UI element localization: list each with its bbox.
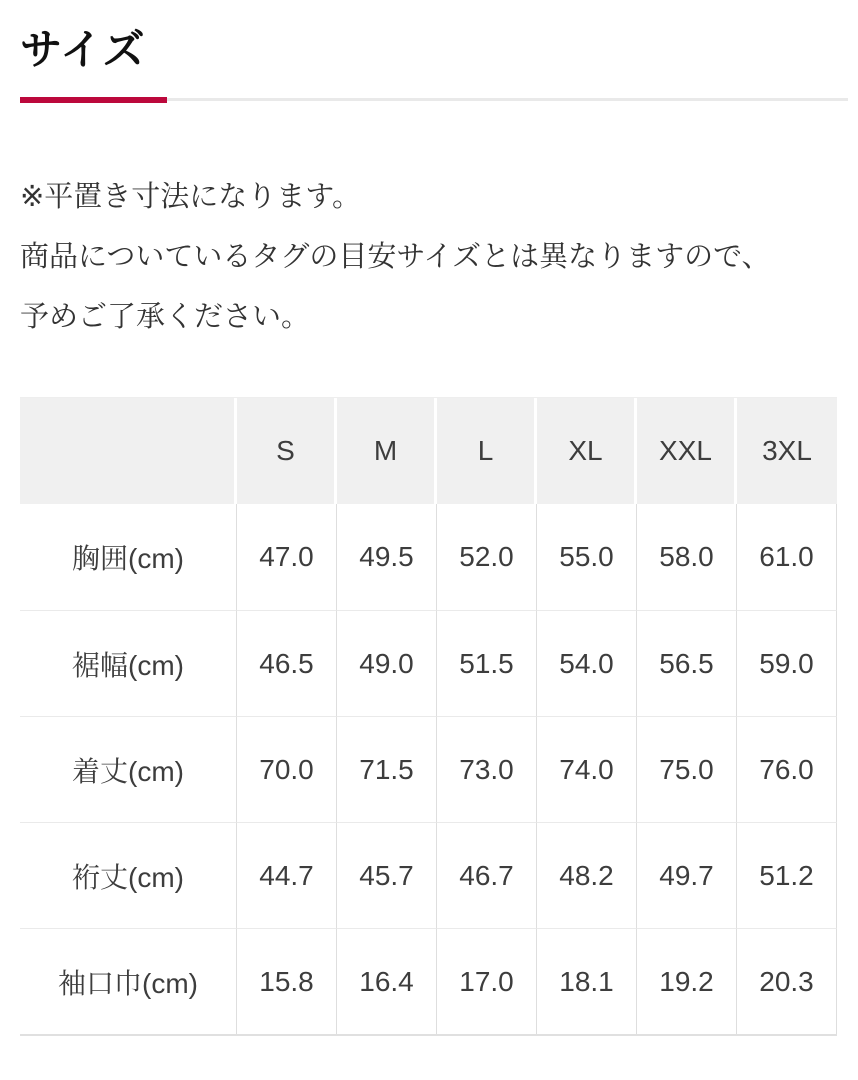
size-value: 44.7: [237, 822, 337, 928]
size-value: 49.0: [337, 610, 437, 716]
size-value: 55.0: [537, 504, 637, 610]
section-title: サイズ: [20, 26, 146, 73]
column-header-3xl: 3XL: [737, 398, 837, 504]
row-label: 裄丈(cm): [20, 822, 237, 928]
size-table-header-row: [20, 398, 837, 504]
size-value: 15.8: [237, 928, 337, 1034]
size-value: 20.3: [737, 928, 837, 1034]
note-line-3: 予めご了承ください。: [20, 301, 311, 333]
size-value: 73.0: [437, 716, 537, 822]
size-value: 75.0: [637, 716, 737, 822]
size-value: 18.1: [537, 928, 637, 1034]
row-label: 裾幅(cm): [20, 610, 237, 716]
size-note: [20, 167, 838, 347]
size-value: 46.5: [237, 610, 337, 716]
size-value: 49.7: [637, 822, 737, 928]
size-value: 61.0: [737, 504, 837, 610]
size-value: 56.5: [637, 610, 737, 716]
column-header-m: M: [337, 398, 437, 504]
table-row-sleeve-length: [20, 822, 837, 928]
size-value: 71.5: [337, 716, 437, 822]
size-value: 46.7: [437, 822, 537, 928]
size-value: 54.0: [537, 610, 637, 716]
size-value: 45.7: [337, 822, 437, 928]
size-value: 17.0: [437, 928, 537, 1034]
corner-cell: [20, 398, 237, 504]
note-line-1: ※平置き寸法になります。: [20, 181, 361, 213]
size-value: 76.0: [737, 716, 837, 822]
table-row-cuff-width: [20, 928, 837, 1034]
row-label: 袖口巾(cm): [20, 928, 237, 1034]
row-label: 胸囲(cm): [20, 504, 237, 610]
size-value: 51.5: [437, 610, 537, 716]
size-value: 74.0: [537, 716, 637, 822]
table-row-body-length: [20, 716, 837, 822]
row-label: 着丈(cm): [20, 716, 237, 822]
size-value: 47.0: [237, 504, 337, 610]
size-table: [20, 397, 837, 1036]
size-value: 52.0: [437, 504, 537, 610]
column-header-s: S: [237, 398, 337, 504]
column-header-xl: XL: [537, 398, 637, 504]
size-value: 16.4: [337, 928, 437, 1034]
size-value: 19.2: [637, 928, 737, 1034]
note-line-2: 商品についているタグの目安サイズとは異なりますので、: [20, 241, 771, 273]
size-value: 48.2: [537, 822, 637, 928]
table-row-hem-width: [20, 610, 837, 716]
size-value: 51.2: [737, 822, 837, 928]
size-value: 49.5: [337, 504, 437, 610]
column-header-xxl: XXL: [637, 398, 737, 504]
size-value: 70.0: [237, 716, 337, 822]
rule-accent: [20, 97, 167, 103]
title-accent-rule: [20, 97, 838, 103]
table-row-chest: [20, 504, 837, 610]
size-value: 59.0: [737, 610, 837, 716]
column-header-l: L: [437, 398, 537, 504]
size-value: 58.0: [637, 504, 737, 610]
